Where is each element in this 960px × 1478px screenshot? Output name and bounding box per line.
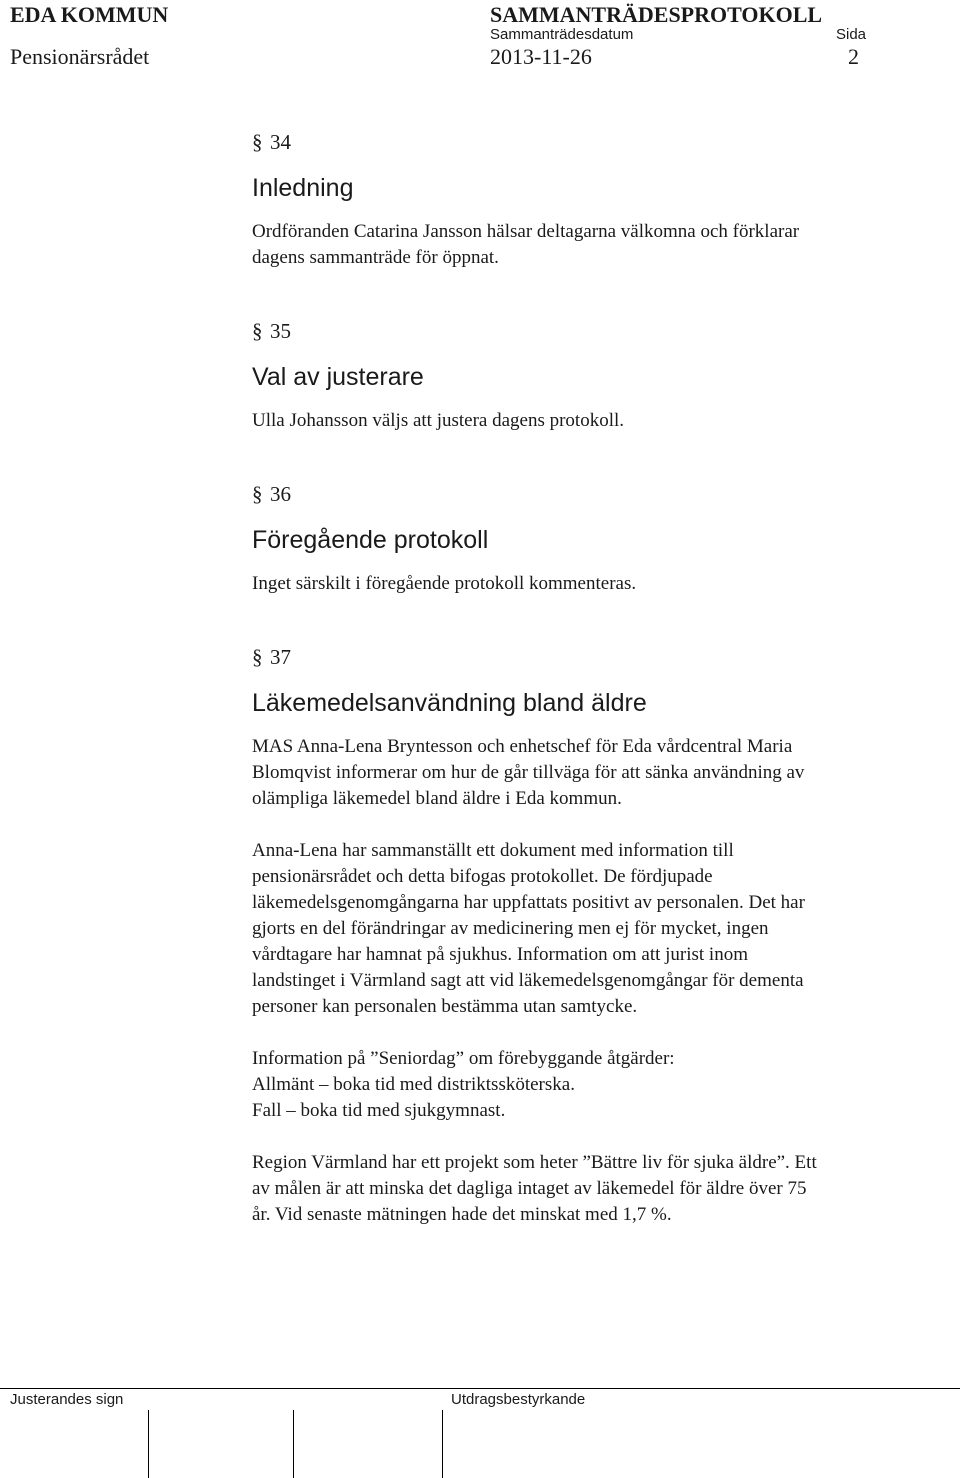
document-type: SAMMANTRÄDESPROTOKOLL xyxy=(490,2,823,27)
section-text: Ulla Johansson väljs att justera dagens protokoll. xyxy=(252,410,625,431)
council-name: Pensionärsrådet xyxy=(10,44,150,69)
paragraph-symbol: § xyxy=(252,645,263,669)
organization-name: EDA KOMMUN xyxy=(10,2,169,27)
section-paragraph: Anna-Lena har sammanställt ett dokument med information till pensionärsrådet och detta bifogas protokollet. De fördjupade läkemedelsgenomgångarna har uppfattats positivt av personalen. Det har gjorts en del förändringar av medicinering men ej för mycket, ingen vårdtagare har hamnat på sjukhus. Information om att jurist inom landstinget i Värmland sagt att vid läkemedelsgenomgångar för dementa personer kan personalen bestämma utan samtycke. xyxy=(252,840,805,1017)
signature-box-divider xyxy=(293,1410,294,1478)
section-number: § 34 xyxy=(252,130,291,154)
page-number: 2 xyxy=(848,44,859,69)
section-title: Läkemedelsanvändning bland äldre xyxy=(252,689,647,717)
page-label: Sida xyxy=(836,26,867,43)
section-36 xyxy=(252,480,942,597)
section-number: § 37 xyxy=(252,645,291,669)
signature-footer xyxy=(0,1388,960,1478)
section-34 xyxy=(252,128,942,271)
meeting-date: 2013-11-26 xyxy=(490,44,592,69)
section-number: § 35 xyxy=(252,319,291,343)
section-37 xyxy=(252,643,942,1228)
section-paragraph: Information på ”Seniordag” om förebyggande åtgärder: Allmänt – boka tid med distriktssköterska. Fall – boka tid med sjukgymnast. xyxy=(252,1048,675,1121)
certification-label: Utdragsbestyrkande xyxy=(451,1391,586,1408)
section-title: Val av justerare xyxy=(252,363,424,391)
signature-box-divider xyxy=(442,1410,443,1478)
paragraph-symbol: § xyxy=(252,482,263,506)
section-text: Ordföranden Catarina Jansson hälsar deltagarna välkomna och förklarar dagens sammanträde för öppnat. xyxy=(252,221,800,268)
paragraph-symbol: § xyxy=(252,130,263,154)
protocol-body xyxy=(252,128,942,1228)
section-title: Föregående protokoll xyxy=(252,526,489,554)
section-paragraph: MAS Anna-Lena Bryntesson och enhetschef för Eda vårdcentral Maria Blomqvist informerar om hur de går tillväga för att sänka användning av olämpliga läkemedel bland äldre i Eda kommun. xyxy=(252,736,805,809)
paragraph-symbol: § xyxy=(252,319,263,343)
section-paragraph: Region Värmland har ett projekt som heter ”Bättre liv för sjuka äldre”. Ett av målen är att minska det dagliga intaget av läkemedel för äldre över 75 år. Vid senaste mätningen hade det minskat med 1,7 %. xyxy=(252,1152,817,1225)
signature-label: Justerandes sign xyxy=(10,1391,124,1408)
date-label: Sammanträdesdatum xyxy=(490,26,634,43)
section-text: Inget särskilt i föregående protokoll kommenteras. xyxy=(252,573,637,594)
signature-box-divider xyxy=(148,1410,149,1478)
section-35 xyxy=(252,317,942,434)
footer-divider xyxy=(0,1388,960,1389)
section-number: § 36 xyxy=(252,482,291,506)
section-title: Inledning xyxy=(252,174,354,202)
